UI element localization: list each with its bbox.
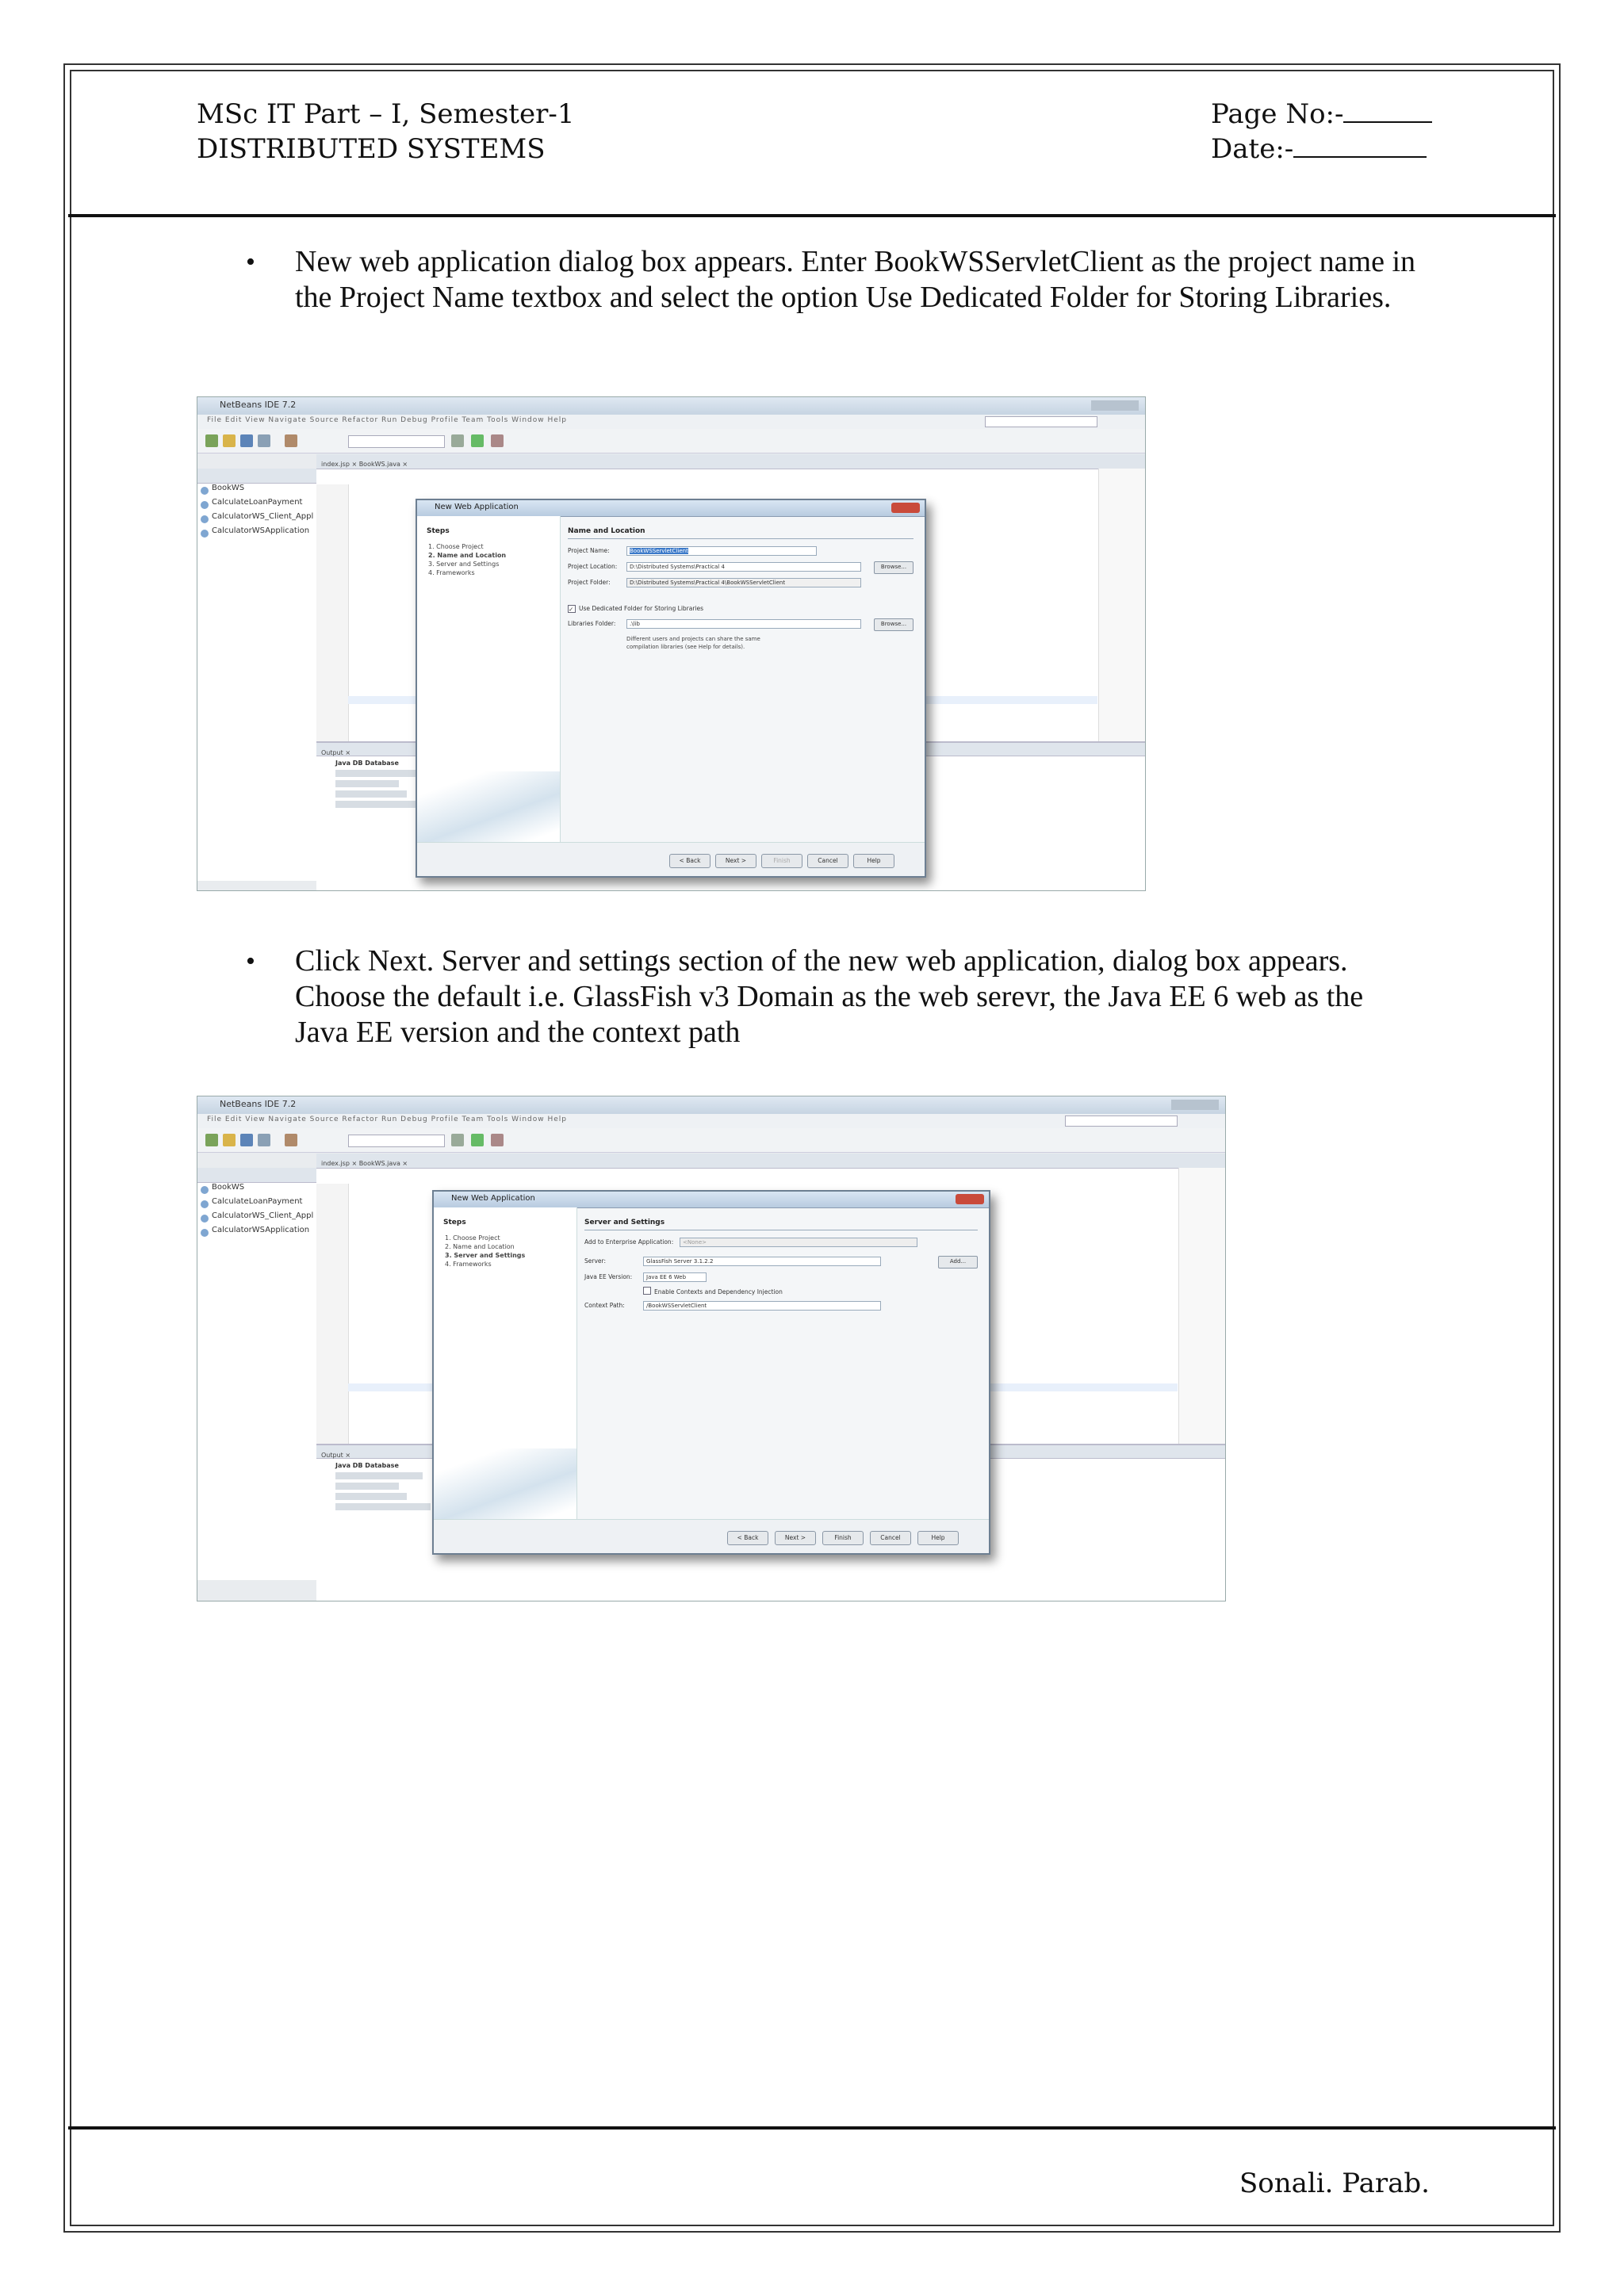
menu-bar xyxy=(197,415,1145,430)
project-location-field[interactable]: D:\Distributed Systems\Practical 4 xyxy=(626,562,861,572)
editor-tabs-label: index.jsp × BookWS.java × xyxy=(321,461,408,468)
course-title: MSc IT Part – I, Semester-1 xyxy=(197,98,575,130)
output-line xyxy=(335,1503,431,1510)
tree-item[interactable]: CalculatorWSApplication xyxy=(197,526,316,541)
save-icon[interactable] xyxy=(240,1134,253,1146)
cancel-button[interactable]: Cancel xyxy=(870,1531,911,1545)
context-path-row xyxy=(584,1301,978,1312)
step-item: 1. Choose Project xyxy=(445,1234,500,1242)
tree-item[interactable]: CalculatorWS_Client_Appl xyxy=(197,1211,316,1226)
step-item: 3. Server and Settings xyxy=(445,1252,526,1259)
tree-item[interactable]: CalculateLoanPayment xyxy=(197,498,316,512)
build-icon[interactable] xyxy=(451,1134,464,1146)
back-button[interactable]: < Back xyxy=(669,854,710,868)
dedicated-folder-label: Use Dedicated Folder for Storing Libraries xyxy=(579,605,704,612)
server-row xyxy=(584,1257,978,1268)
window-title: NetBeans IDE 7.2 xyxy=(220,400,297,410)
open-project-icon[interactable] xyxy=(223,434,236,447)
enterprise-select[interactable]: <None> xyxy=(680,1238,917,1247)
new-web-application-dialog xyxy=(416,499,926,878)
netbeans-screenshot-1 xyxy=(197,396,1146,891)
server-select[interactable]: GlassFish Server 3.1.2.2 xyxy=(643,1257,881,1266)
dialog-footer xyxy=(417,842,925,876)
search-input[interactable] xyxy=(1065,1115,1178,1127)
tree-item[interactable]: BookWS xyxy=(197,484,316,498)
projects-pane xyxy=(197,469,317,881)
tree-item[interactable]: CalculatorWSApplication xyxy=(197,1226,316,1240)
page-no-blank xyxy=(1343,121,1432,123)
page-no xyxy=(1211,98,1432,130)
section-heading: Name and Location xyxy=(568,527,645,535)
projects-tabs[interactable] xyxy=(197,469,316,484)
paragraph-2: Click Next. Server and settings section of the new web application, dialog box appears. Choose the default i.e. GlassFish v3 Domain as the web serevr, the Java EE 6 web as the Java EE version and the context path xyxy=(295,944,1364,1049)
steps-panel xyxy=(434,1207,577,1520)
dialog-titlebar xyxy=(417,500,925,517)
libraries-note: Different users and projects can share the same compilation libraries (see Help for details). xyxy=(626,636,760,650)
footer-author: Sonali. Parab. xyxy=(1239,2168,1430,2199)
run-icon[interactable] xyxy=(471,1134,484,1146)
output-tab-label: Output × xyxy=(321,1452,351,1459)
close-icon[interactable] xyxy=(891,503,920,513)
bullet-marker: • xyxy=(246,247,255,277)
editor-tabs[interactable] xyxy=(316,1154,1225,1169)
output-title: Java DB Database xyxy=(335,760,399,767)
add-server-button[interactable]: Add... xyxy=(938,1256,978,1269)
javaee-select[interactable]: Java EE 6 Web xyxy=(643,1272,707,1282)
javaee-label: Java EE Version: xyxy=(584,1273,633,1280)
libraries-folder-label: Libraries Folder: xyxy=(568,620,616,627)
wizard-graphic xyxy=(417,771,560,843)
project-folder-label: Project Folder: xyxy=(568,579,611,586)
date-blank xyxy=(1293,155,1427,158)
window-titlebar xyxy=(197,397,1145,415)
projects-pane xyxy=(197,1168,317,1580)
next-button[interactable]: Next > xyxy=(715,854,756,868)
browse-button[interactable]: Browse... xyxy=(874,561,914,574)
search-input[interactable] xyxy=(985,416,1097,427)
checkbox-icon[interactable]: ✓ xyxy=(568,605,576,613)
project-location-label: Project Location: xyxy=(568,563,618,570)
header-rule xyxy=(68,214,1556,217)
checkbox-icon[interactable] xyxy=(643,1287,651,1295)
window-titlebar xyxy=(197,1096,1225,1115)
libraries-folder-field[interactable]: .\lib xyxy=(626,619,861,629)
window-title: NetBeans IDE 7.2 xyxy=(220,1099,297,1109)
save-all-icon[interactable] xyxy=(258,1134,270,1146)
enterprise-row xyxy=(584,1238,978,1249)
dialog-titlebar xyxy=(434,1192,989,1208)
config-combo[interactable] xyxy=(348,1135,445,1147)
output-line xyxy=(335,790,407,798)
subject-title: DISTRIBUTED SYSTEMS xyxy=(197,133,546,165)
project-name-label: Project Name: xyxy=(568,547,610,554)
project-folder-field: D:\Distributed Systems\Practical 4\BookWSServletClient xyxy=(626,578,861,587)
step-item: 1. Choose Project xyxy=(428,543,484,550)
steps-panel xyxy=(417,516,561,843)
toolbar xyxy=(197,429,1145,453)
tree-item[interactable]: CalculatorWS_Client_Appl xyxy=(197,512,316,526)
next-button[interactable]: Next > xyxy=(775,1531,816,1545)
steps-heading: Steps xyxy=(427,527,450,535)
page-no-label: Page No:- xyxy=(1211,98,1344,130)
section-separator xyxy=(568,538,914,539)
dialog-body xyxy=(560,516,925,843)
open-project-icon[interactable] xyxy=(223,1134,236,1146)
save-icon[interactable] xyxy=(240,434,253,447)
build-icon[interactable] xyxy=(451,434,464,447)
output-title: Java DB Database xyxy=(335,1462,399,1469)
output-tab-label: Output × xyxy=(321,749,351,756)
browse-button[interactable]: Browse... xyxy=(874,618,914,631)
debug-icon[interactable] xyxy=(491,434,504,447)
finish-button[interactable]: Finish xyxy=(822,1531,864,1545)
tree-item[interactable]: CalculateLoanPayment xyxy=(197,1197,316,1211)
project-name-row xyxy=(568,546,914,557)
dialog-title: New Web Application xyxy=(435,503,519,511)
context-path-label: Context Path: xyxy=(584,1302,625,1309)
project-name-value: BookWSServletClient xyxy=(630,548,688,554)
run-icon[interactable] xyxy=(471,434,484,447)
finish-button[interactable]: Finish xyxy=(761,854,802,868)
section-heading: Server and Settings xyxy=(584,1219,665,1226)
back-button[interactable]: < Back xyxy=(727,1531,768,1545)
output-line xyxy=(335,770,423,777)
footer-rule xyxy=(68,2126,1556,2130)
toolbar xyxy=(197,1128,1225,1153)
config-combo[interactable] xyxy=(348,435,445,448)
date-label: Date:- xyxy=(1211,133,1294,165)
undo-icon[interactable] xyxy=(285,434,297,447)
close-icon[interactable] xyxy=(956,1194,984,1204)
cdi-label: Enable Contexts and Dependency Injection xyxy=(654,1288,783,1295)
bullet-marker: • xyxy=(246,947,255,976)
paragraph-1: New web application dialog box appears. Enter BookWSServletClient as the project name in the Project Name textbox and select the option Use Dedicated Folder for Storing Libraries. xyxy=(295,245,1415,314)
project-location-row xyxy=(568,562,914,573)
window-controls[interactable] xyxy=(1171,1100,1219,1110)
date xyxy=(1211,133,1427,165)
menu-items[interactable]: File Edit View Navigate Source Refactor Run Debug Profile Team Tools Window Help xyxy=(207,416,568,424)
step-item: 4. Frameworks xyxy=(445,1261,492,1268)
output-line xyxy=(335,1483,399,1490)
help-button[interactable]: Help xyxy=(917,1531,959,1545)
help-button[interactable]: Help xyxy=(853,854,894,868)
enterprise-label: Add to Enterprise Application: xyxy=(584,1238,674,1246)
menu-bar xyxy=(197,1114,1225,1129)
step-item: 3. Server and Settings xyxy=(428,561,500,568)
wizard-graphic xyxy=(434,1448,576,1520)
debug-icon[interactable] xyxy=(491,1134,504,1146)
project-name-field[interactable] xyxy=(626,546,817,556)
step-item: 4. Frameworks xyxy=(428,569,475,576)
new-project-icon[interactable] xyxy=(205,1134,218,1146)
new-web-application-dialog xyxy=(432,1190,990,1555)
dedicated-folder-checkbox[interactable] xyxy=(568,605,703,614)
context-path-field[interactable]: /BookWSServletClient xyxy=(643,1301,881,1311)
server-label: Server: xyxy=(584,1257,606,1265)
menu-items[interactable]: File Edit View Navigate Source Refactor Run Debug Profile Team Tools Window Help xyxy=(207,1115,568,1123)
dialog-footer xyxy=(434,1519,989,1553)
step-item: 2. Name and Location xyxy=(445,1243,515,1250)
new-project-icon[interactable] xyxy=(205,434,218,447)
steps-heading: Steps xyxy=(443,1219,466,1226)
projects-tabs[interactable] xyxy=(197,1168,316,1183)
libraries-folder-row xyxy=(568,619,914,630)
output-line xyxy=(335,1472,423,1479)
window-controls[interactable] xyxy=(1091,400,1139,411)
output-line xyxy=(335,1493,407,1500)
dialog-title: New Web Application xyxy=(451,1194,535,1203)
cdi-checkbox[interactable] xyxy=(643,1287,783,1296)
editor-tabs-label: index.jsp × BookWS.java × xyxy=(321,1160,408,1167)
netbeans-screenshot-2 xyxy=(197,1096,1226,1601)
undo-icon[interactable] xyxy=(285,1134,297,1146)
project-folder-row xyxy=(568,578,914,589)
javaee-row xyxy=(584,1272,978,1284)
step-item: 2. Name and Location xyxy=(428,552,507,559)
dialog-body xyxy=(576,1207,989,1520)
editor-tabs[interactable] xyxy=(316,454,1145,469)
output-line xyxy=(335,780,399,787)
save-all-icon[interactable] xyxy=(258,434,270,447)
tree-item[interactable]: BookWS xyxy=(197,1183,316,1197)
cancel-button[interactable]: Cancel xyxy=(807,854,848,868)
